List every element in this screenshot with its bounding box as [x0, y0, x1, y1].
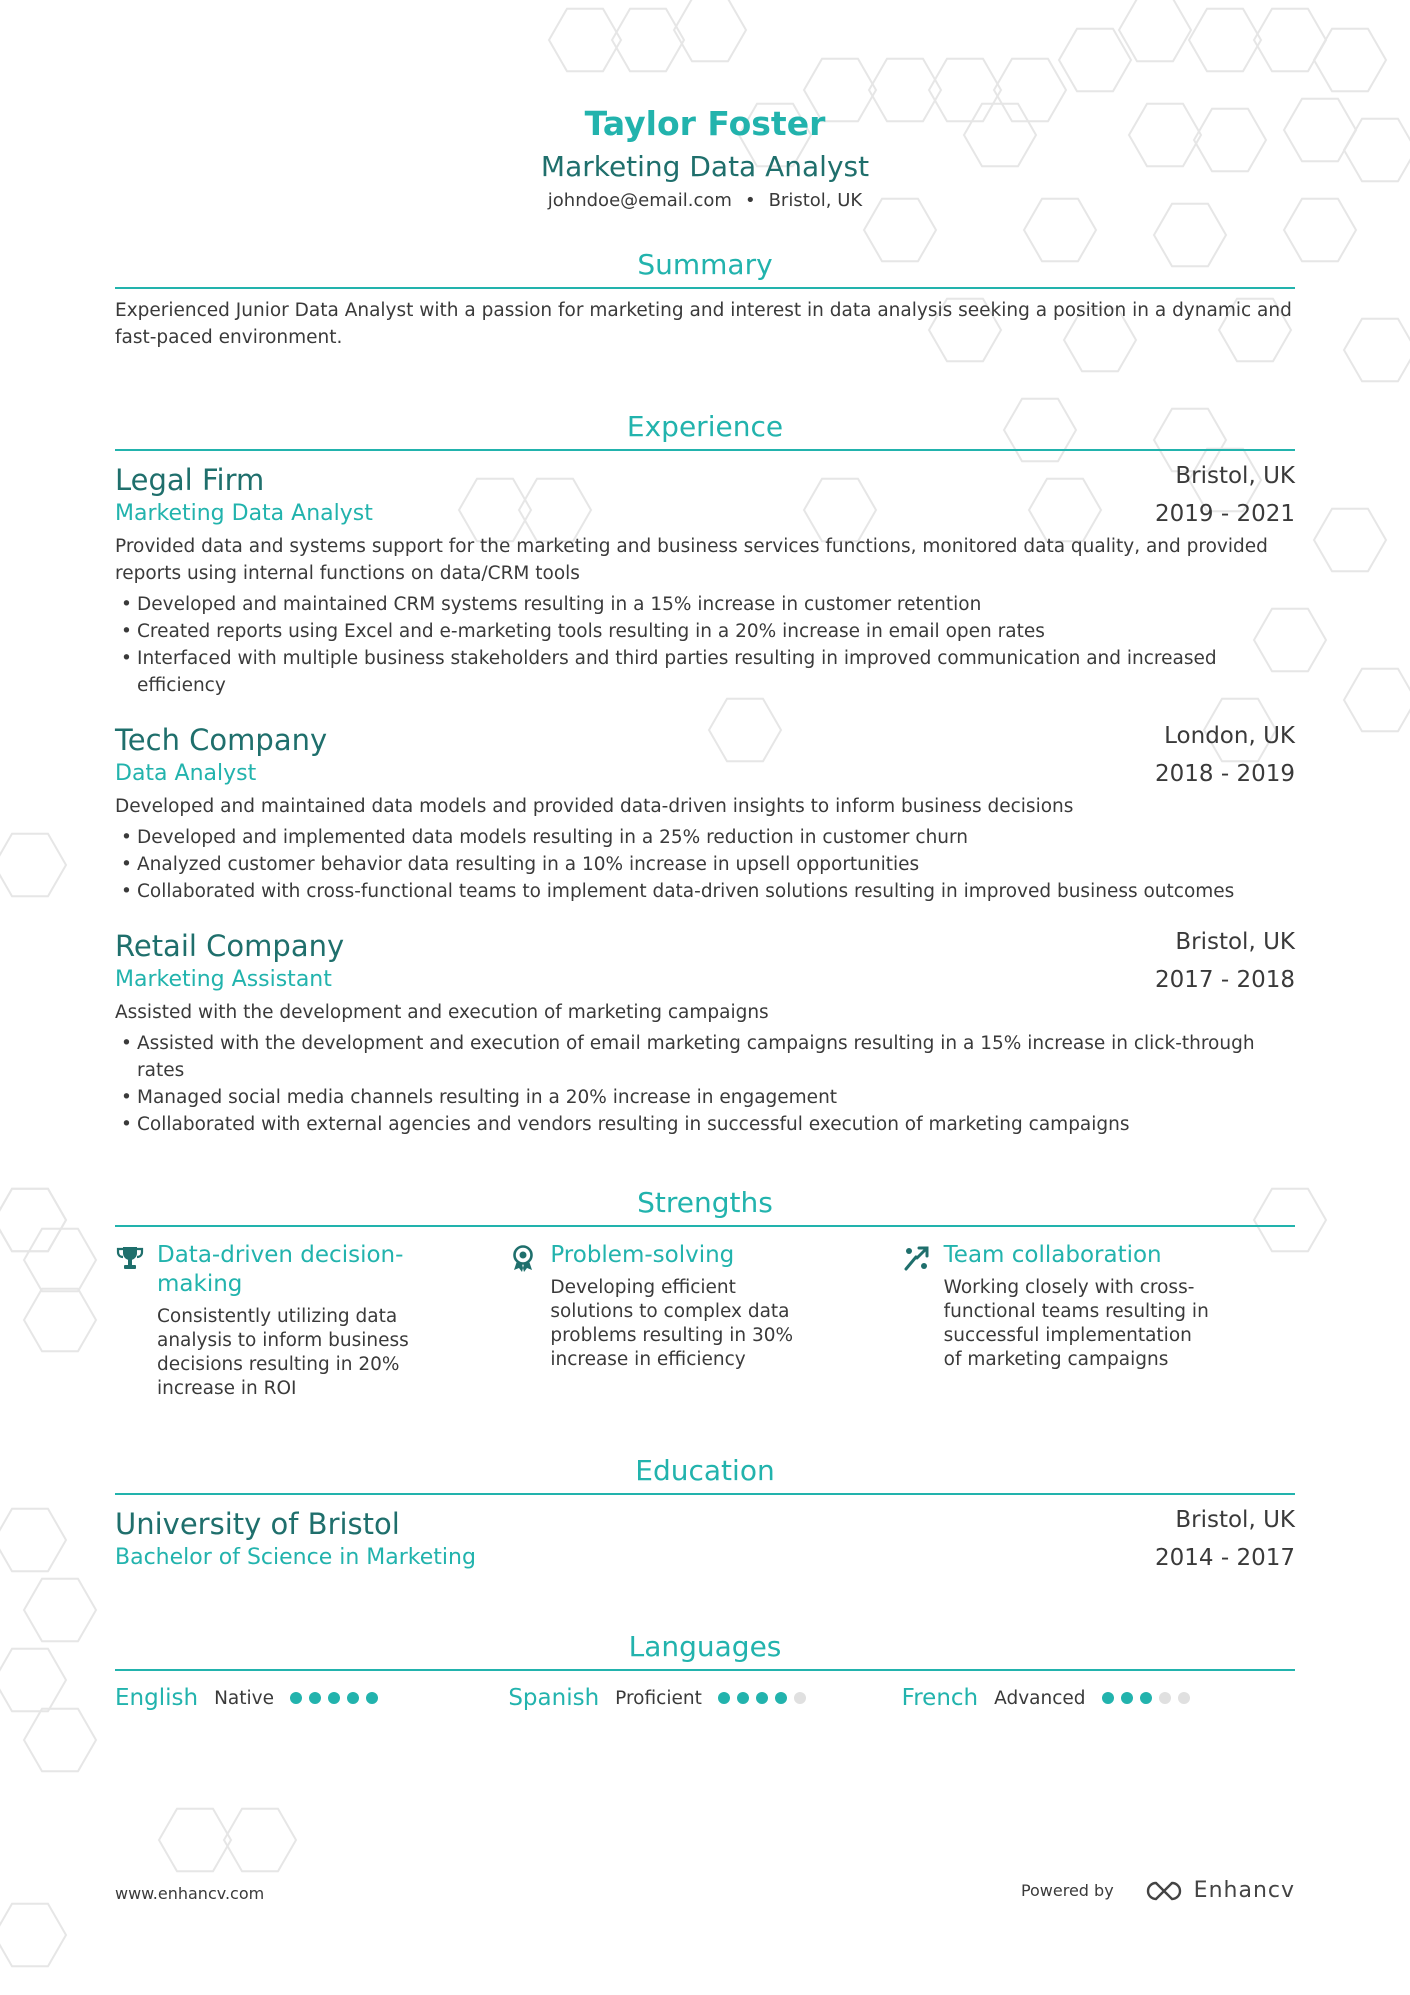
rating-dot-empty — [794, 1692, 806, 1704]
powered-by-label: Powered by — [1020, 1881, 1114, 1900]
job-title: Data Analyst — [115, 761, 257, 786]
rating-dot-filled — [756, 1692, 768, 1704]
rating-dot-empty — [1178, 1692, 1190, 1704]
collaboration-icon — [902, 1243, 932, 1273]
strength-title: Problem-solving — [550, 1242, 735, 1268]
rating-dot-filled — [1102, 1692, 1114, 1704]
experience-section — [115, 407, 1295, 1138]
bullet-item: • Developed and implemented data models resulting in a 25% reduction in customer churn — [115, 824, 1295, 851]
experience-entry — [115, 721, 1295, 905]
bullet-item: • Analyzed customer behavior data resulting in a 10% increase in upsell opportunities — [115, 851, 1295, 878]
job-dates: 2018 - 2019 — [1155, 761, 1295, 787]
bullet-item: • Created reports using Excel and e-marketing tools resulting in a 20% increase in email open rates — [115, 618, 1295, 645]
strength-description: Developing efficient solutions to complex data problems resulting in 30% increase in efficiency — [550, 1277, 794, 1370]
candidate-title: Marketing Data Analyst — [540, 150, 870, 183]
language-item — [508, 1685, 901, 1711]
language-name: English — [115, 1685, 199, 1711]
candidate-name: Taylor Foster — [584, 104, 826, 143]
job-location: Bristol, UK — [1175, 929, 1295, 955]
contact-line — [0, 186, 1410, 216]
separator: • — [744, 190, 756, 211]
language-level: Native — [214, 1687, 274, 1709]
job-location: Bristol, UK — [1175, 463, 1295, 489]
location: Bristol, UK — [768, 190, 863, 211]
strength-description: Consistently utilizing data analysis to inform business decisions resulting in 20% increase in ROI — [157, 1306, 409, 1399]
bullet-item: • Managed social media channels resulting in a 20% increase in engagement — [115, 1084, 1295, 1111]
experience-entry — [115, 461, 1295, 699]
rating-dot-filled — [775, 1692, 787, 1704]
rating-dot-filled — [737, 1692, 749, 1704]
trophy-icon — [115, 1243, 145, 1273]
bullet-item: • Assisted with the development and execution of email marketing campaigns resulting in a 15% increase in click-through rates — [115, 1030, 1295, 1084]
school-name: University of Bristol — [115, 1507, 400, 1541]
section-title-summary: Summary — [115, 245, 1295, 289]
strength-item — [115, 1241, 508, 1401]
rating-dot-filled — [366, 1692, 378, 1704]
footer-branding — [1021, 1878, 1295, 1903]
job-description: Provided data and systems support for the marketing and business services functions, monitored data quality, and provided reports using internal functions on data/CRM tools — [115, 536, 1268, 584]
rating-dot-filled — [328, 1692, 340, 1704]
language-item — [902, 1685, 1295, 1711]
job-bullets — [115, 1030, 1295, 1138]
strength-item — [902, 1241, 1295, 1401]
summary-text: Experienced Junior Data Analyst with a passion for marketing and interest in data analysis seeking a position in a dynamic and fast-paced environment. — [115, 300, 1292, 348]
job-dates: 2017 - 2018 — [1155, 967, 1295, 993]
bullet-item: • Developed and maintained CRM systems resulting in a 15% increase in customer retention — [115, 591, 1295, 618]
footer-website[interactable]: www.enhancv.com — [115, 1884, 265, 1903]
strength-title: Data-driven decision-making — [157, 1242, 404, 1297]
rating-dot-filled — [1121, 1692, 1133, 1704]
experience-entry — [115, 927, 1295, 1138]
job-location: London, UK — [1164, 723, 1295, 749]
language-item — [115, 1685, 508, 1711]
job-title: Marketing Data Analyst — [115, 501, 373, 526]
company-name: Tech Company — [115, 723, 328, 757]
job-bullets — [115, 591, 1295, 699]
award-icon — [508, 1243, 538, 1273]
language-level: Advanced — [994, 1687, 1086, 1709]
bullet-item: • Collaborated with cross-functional teams to implement data-driven solutions resulting in improved business outcomes — [115, 878, 1295, 905]
rating-dot-filled — [347, 1692, 359, 1704]
bullet-item: • Interfaced with multiple business stakeholders and third parties resulting in improved communication and increased efficiency — [115, 645, 1295, 699]
rating-dot-filled — [290, 1692, 302, 1704]
degree: Bachelor of Science in Marketing — [115, 1545, 476, 1570]
education-section — [115, 1451, 1295, 1573]
strengths-section — [115, 1183, 1295, 1401]
section-title-languages: Languages — [115, 1627, 1295, 1671]
section-title-strengths: Strengths — [115, 1183, 1295, 1227]
enhancv-logo-icon — [1142, 1879, 1186, 1903]
school-location: Bristol, UK — [1175, 1507, 1295, 1533]
strength-description: Working closely with cross-functional teams resulting in successful implementation of marketing campaigns — [943, 1277, 1209, 1370]
job-description: Assisted with the development and execution of marketing campaigns — [115, 1002, 769, 1023]
language-rating — [1102, 1692, 1197, 1704]
rating-dot-filled — [1140, 1692, 1152, 1704]
language-level: Proficient — [615, 1687, 702, 1709]
rating-dot-filled — [309, 1692, 321, 1704]
section-title-education: Education — [115, 1451, 1295, 1495]
summary-section — [115, 245, 1295, 351]
rating-dot-empty — [1159, 1692, 1171, 1704]
language-rating — [290, 1692, 385, 1704]
company-name: Legal Firm — [115, 463, 265, 497]
job-description: Developed and maintained data models and provided data-driven insights to inform business decisions — [115, 796, 1074, 817]
bullet-item: • Collaborated with external agencies and vendors resulting in successful execution of marketing campaigns — [115, 1111, 1295, 1138]
education-entry — [115, 1505, 1295, 1573]
job-bullets — [115, 824, 1295, 905]
rating-dot-filled — [718, 1692, 730, 1704]
education-dates: 2014 - 2017 — [1155, 1545, 1295, 1571]
email[interactable]: johndoe@email.com — [547, 190, 732, 211]
language-rating — [718, 1692, 813, 1704]
language-name: French — [901, 1685, 979, 1711]
language-name: Spanish — [508, 1685, 600, 1711]
company-name: Retail Company — [115, 929, 345, 963]
languages-section — [115, 1627, 1295, 1711]
brand-name[interactable]: Enhancv — [1193, 1878, 1295, 1903]
resume-header — [0, 100, 1410, 216]
strength-item — [508, 1241, 901, 1401]
section-title-experience: Experience — [115, 407, 1295, 451]
job-dates: 2019 - 2021 — [1155, 501, 1295, 527]
strength-title: Team collaboration — [943, 1242, 1162, 1268]
job-title: Marketing Assistant — [115, 967, 332, 992]
